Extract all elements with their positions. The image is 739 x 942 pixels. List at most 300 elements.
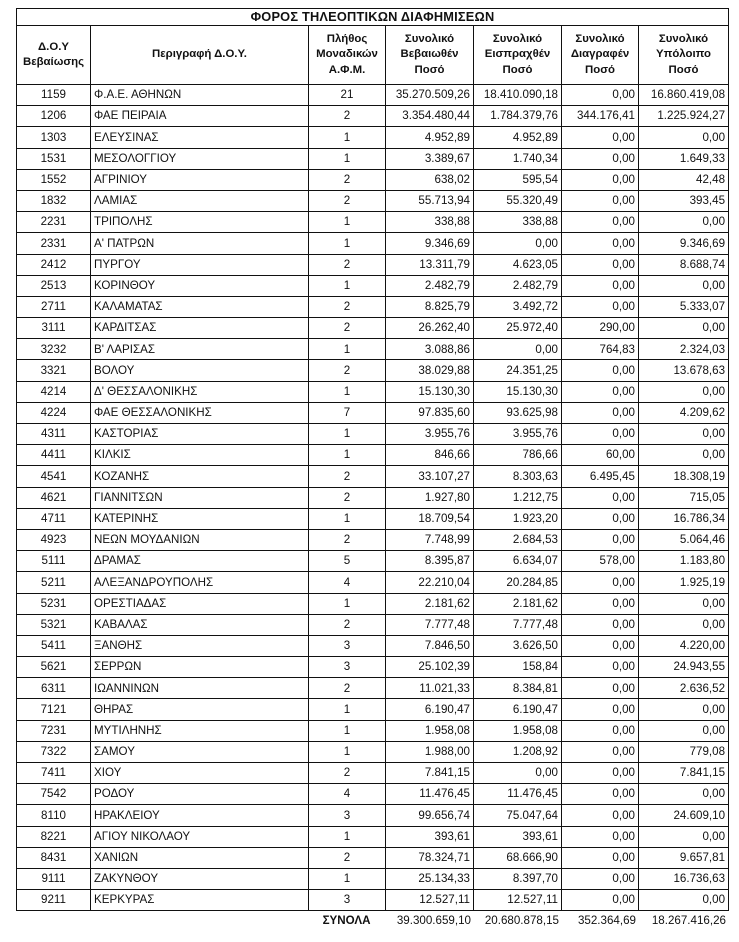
cell-code: 2331 xyxy=(17,233,91,254)
cell-written-off: 0,00 xyxy=(562,529,639,550)
cell-name: ΚΑΡΔΙΤΣΑΣ xyxy=(91,318,309,339)
cell-code: 3321 xyxy=(17,360,91,381)
table-row xyxy=(17,890,729,911)
cell-code: 7411 xyxy=(17,763,91,784)
cell-outstanding: 0,00 xyxy=(639,445,729,466)
cell-count: 2 xyxy=(309,763,386,784)
table-row xyxy=(17,424,729,445)
cell-code: 9111 xyxy=(17,868,91,889)
cell-written-off: 0,00 xyxy=(562,614,639,635)
cell-code: 8110 xyxy=(17,805,91,826)
total-assessed: 39.300.659,10 xyxy=(396,913,471,927)
table-row xyxy=(17,190,729,211)
cell-count: 1 xyxy=(309,381,386,402)
cell-outstanding: 0,00 xyxy=(639,593,729,614)
cell-code: 4711 xyxy=(17,508,91,529)
cell-outstanding: 0,00 xyxy=(639,614,729,635)
cell-written-off: 578,00 xyxy=(562,551,639,572)
cell-assessed: 9.346,69 xyxy=(386,233,474,254)
cell-code: 8221 xyxy=(17,826,91,847)
cell-outstanding: 715,05 xyxy=(639,487,729,508)
cell-name: Α' ΠΑΤΡΩΝ xyxy=(91,233,309,254)
cell-name: ΛΑΜΙΑΣ xyxy=(91,190,309,211)
cell-name: ΖΑΚΥΝΘΟΥ xyxy=(91,868,309,889)
cell-collected: 158,84 xyxy=(474,657,562,678)
cell-written-off: 0,00 xyxy=(562,890,639,911)
cell-written-off: 0,00 xyxy=(562,826,639,847)
cell-name: ΣΕΡΡΩΝ xyxy=(91,657,309,678)
cell-collected: 1.740,34 xyxy=(474,148,562,169)
cell-name: ΚΙΛΚΙΣ xyxy=(91,445,309,466)
cell-assessed: 2.482,79 xyxy=(386,275,474,296)
cell-count: 1 xyxy=(309,127,386,148)
cell-code: 4621 xyxy=(17,487,91,508)
cell-written-off: 60,00 xyxy=(562,445,639,466)
cell-collected: 6.190,47 xyxy=(474,699,562,720)
cell-name: ΠΥΡΓΟΥ xyxy=(91,254,309,275)
table-row xyxy=(17,127,729,148)
cell-name: ΑΓΙΟΥ ΝΙΚΟΛΑΟΥ xyxy=(91,826,309,847)
cell-outstanding: 1.925,19 xyxy=(639,572,729,593)
cell-collected: 3.626,50 xyxy=(474,635,562,656)
cell-name: ΑΓΡΙΝΙΟΥ xyxy=(91,169,309,190)
cell-outstanding: 0,00 xyxy=(639,424,729,445)
header-written-off: Συνολικό Διαγραφέν Ποσό xyxy=(562,26,639,85)
cell-name: Β' ΛΑΡΙΣΑΣ xyxy=(91,339,309,360)
cell-outstanding: 16.786,34 xyxy=(639,508,729,529)
cell-outstanding: 0,00 xyxy=(639,784,729,805)
cell-outstanding: 0,00 xyxy=(639,890,729,911)
table-row xyxy=(17,529,729,550)
cell-name: ΚΑΒΑΛΑΣ xyxy=(91,614,309,635)
cell-outstanding: 0,00 xyxy=(639,318,729,339)
cell-assessed: 3.088,86 xyxy=(386,339,474,360)
cell-name: ΞΑΝΘΗΣ xyxy=(91,635,309,656)
cell-code: 1206 xyxy=(17,106,91,127)
table-row xyxy=(17,551,729,572)
cell-name: ΚΑΛΑΜΑΤΑΣ xyxy=(91,296,309,317)
cell-assessed: 7.748,99 xyxy=(386,529,474,550)
table-row xyxy=(17,635,729,656)
cell-written-off: 0,00 xyxy=(562,233,639,254)
cell-collected: 1.784.379,76 xyxy=(474,106,562,127)
cell-outstanding: 16.860.419,08 xyxy=(639,85,729,106)
cell-code: 3111 xyxy=(17,318,91,339)
table-row xyxy=(17,572,729,593)
cell-collected: 18.410.090,18 xyxy=(474,85,562,106)
cell-code: 7322 xyxy=(17,741,91,762)
cell-code: 7231 xyxy=(17,720,91,741)
table-row xyxy=(17,868,729,889)
cell-assessed: 1.988,00 xyxy=(386,741,474,762)
table-row xyxy=(17,487,729,508)
cell-collected: 1.958,08 xyxy=(474,720,562,741)
table-row xyxy=(17,402,729,423)
cell-code: 1552 xyxy=(17,169,91,190)
table-row xyxy=(17,275,729,296)
cell-written-off: 0,00 xyxy=(562,678,639,699)
cell-count: 1 xyxy=(309,720,386,741)
cell-collected: 93.625,98 xyxy=(474,402,562,423)
cell-name: ΓΙΑΝΝΙΤΣΩΝ xyxy=(91,487,309,508)
cell-assessed: 33.107,27 xyxy=(386,466,474,487)
cell-written-off: 0,00 xyxy=(562,763,639,784)
table-row xyxy=(17,508,729,529)
cell-name: ΔΡΑΜΑΣ xyxy=(91,551,309,572)
cell-written-off: 0,00 xyxy=(562,741,639,762)
cell-collected: 20.284,85 xyxy=(474,572,562,593)
cell-code: 4311 xyxy=(17,424,91,445)
cell-code: 2711 xyxy=(17,296,91,317)
cell-name: ΤΡΙΠΟΛΗΣ xyxy=(91,212,309,233)
cell-name: ΦΑΕ ΘΕΣΣΑΛΟΝΙΚΗΣ xyxy=(91,402,309,423)
cell-name: ΧΙΟΥ xyxy=(91,763,309,784)
cell-name: ΚΕΡΚΥΡΑΣ xyxy=(91,890,309,911)
table-row xyxy=(17,212,729,233)
cell-outstanding: 393,45 xyxy=(639,190,729,211)
cell-written-off: 0,00 xyxy=(562,635,639,656)
cell-written-off: 0,00 xyxy=(562,572,639,593)
cell-collected: 8.384,81 xyxy=(474,678,562,699)
tax-table xyxy=(16,8,729,911)
cell-written-off: 0,00 xyxy=(562,699,639,720)
cell-count: 21 xyxy=(309,85,386,106)
cell-count: 4 xyxy=(309,572,386,593)
cell-code: 7121 xyxy=(17,699,91,720)
cell-assessed: 846,66 xyxy=(386,445,474,466)
cell-count: 2 xyxy=(309,254,386,275)
table-row xyxy=(17,614,729,635)
cell-written-off: 0,00 xyxy=(562,487,639,508)
cell-outstanding: 1.183,80 xyxy=(639,551,729,572)
cell-code: 1303 xyxy=(17,127,91,148)
cell-code: 5231 xyxy=(17,593,91,614)
cell-assessed: 6.190,47 xyxy=(386,699,474,720)
cell-collected: 0,00 xyxy=(474,339,562,360)
cell-assessed: 97.835,60 xyxy=(386,402,474,423)
cell-outstanding: 1.649,33 xyxy=(639,148,729,169)
cell-collected: 1.923,20 xyxy=(474,508,562,529)
cell-written-off: 344.176,41 xyxy=(562,106,639,127)
cell-outstanding: 9.657,81 xyxy=(639,847,729,868)
total-outstanding: 18.267.416,26 xyxy=(651,913,726,927)
cell-outstanding: 779,08 xyxy=(639,741,729,762)
cell-code: 4541 xyxy=(17,466,91,487)
cell-count: 7 xyxy=(309,402,386,423)
table-row xyxy=(17,296,729,317)
cell-collected: 68.666,90 xyxy=(474,847,562,868)
cell-count: 1 xyxy=(309,741,386,762)
cell-count: 1 xyxy=(309,445,386,466)
cell-outstanding: 24.943,55 xyxy=(639,657,729,678)
cell-outstanding: 2.324,03 xyxy=(639,339,729,360)
header-code: Δ.Ο.Υ Βεβαίωσης xyxy=(17,26,91,85)
cell-assessed: 3.354.480,44 xyxy=(386,106,474,127)
cell-written-off: 0,00 xyxy=(562,148,639,169)
header-collected: Συνολικό Εισπραχθέν Ποσό xyxy=(474,26,562,85)
cell-code: 2513 xyxy=(17,275,91,296)
cell-name: ΦΑΕ ΠΕΙΡΑΙΑ xyxy=(91,106,309,127)
cell-assessed: 18.709,54 xyxy=(386,508,474,529)
cell-count: 1 xyxy=(309,699,386,720)
cell-name: ΙΩΑΝΝΙΝΩΝ xyxy=(91,678,309,699)
totals-label: ΣΥΝΟΛΑ xyxy=(322,913,371,927)
cell-assessed: 26.262,40 xyxy=(386,318,474,339)
table-row xyxy=(17,784,729,805)
cell-assessed: 393,61 xyxy=(386,826,474,847)
cell-count: 1 xyxy=(309,868,386,889)
cell-assessed: 1.927,80 xyxy=(386,487,474,508)
cell-assessed: 4.952,89 xyxy=(386,127,474,148)
cell-outstanding: 4.220,00 xyxy=(639,635,729,656)
cell-count: 5 xyxy=(309,551,386,572)
cell-outstanding: 1.225.924,27 xyxy=(639,106,729,127)
cell-count: 2 xyxy=(309,847,386,868)
cell-written-off: 6.495,45 xyxy=(562,466,639,487)
table-row xyxy=(17,699,729,720)
cell-collected: 55.320,49 xyxy=(474,190,562,211)
cell-assessed: 338,88 xyxy=(386,212,474,233)
cell-collected: 2.482,79 xyxy=(474,275,562,296)
cell-assessed: 22.210,04 xyxy=(386,572,474,593)
cell-name: Δ' ΘΕΣΣΑΛΟΝΙΚΗΣ xyxy=(91,381,309,402)
cell-written-off: 0,00 xyxy=(562,868,639,889)
cell-assessed: 1.958,08 xyxy=(386,720,474,741)
header-outstanding: Συνολικό Υπόλοιπο Ποσό xyxy=(639,26,729,85)
cell-assessed: 25.102,39 xyxy=(386,657,474,678)
cell-written-off: 0,00 xyxy=(562,805,639,826)
cell-collected: 11.476,45 xyxy=(474,784,562,805)
cell-count: 2 xyxy=(309,529,386,550)
table-row xyxy=(17,169,729,190)
cell-count: 2 xyxy=(309,487,386,508)
cell-code: 1531 xyxy=(17,148,91,169)
cell-assessed: 8.825,79 xyxy=(386,296,474,317)
cell-name: ΣΑΜΟΥ xyxy=(91,741,309,762)
cell-code: 4214 xyxy=(17,381,91,402)
cell-collected: 3.955,76 xyxy=(474,424,562,445)
cell-count: 1 xyxy=(309,275,386,296)
cell-assessed: 11.476,45 xyxy=(386,784,474,805)
cell-written-off: 0,00 xyxy=(562,169,639,190)
cell-code: 2412 xyxy=(17,254,91,275)
cell-count: 1 xyxy=(309,212,386,233)
cell-count: 3 xyxy=(309,890,386,911)
cell-name: ΘΗΡΑΣ xyxy=(91,699,309,720)
cell-assessed: 7.841,15 xyxy=(386,763,474,784)
cell-assessed: 3.955,76 xyxy=(386,424,474,445)
cell-name: ΚΑΣΤΟΡΙΑΣ xyxy=(91,424,309,445)
cell-written-off: 0,00 xyxy=(562,402,639,423)
cell-code: 5621 xyxy=(17,657,91,678)
table-title: ΦΟΡΟΣ ΤΗΛΕΟΠΤΙΚΩΝ ΔΙΑΦΗΜΙΣΕΩΝ xyxy=(17,9,729,26)
cell-collected: 2.181,62 xyxy=(474,593,562,614)
cell-count: 1 xyxy=(309,508,386,529)
cell-written-off: 0,00 xyxy=(562,381,639,402)
cell-collected: 15.130,30 xyxy=(474,381,562,402)
cell-assessed: 55.713,94 xyxy=(386,190,474,211)
table-row xyxy=(17,318,729,339)
table-row xyxy=(17,106,729,127)
cell-outstanding: 8.688,74 xyxy=(639,254,729,275)
cell-outstanding: 42,48 xyxy=(639,169,729,190)
cell-written-off: 0,00 xyxy=(562,212,639,233)
table-row xyxy=(17,593,729,614)
cell-written-off: 0,00 xyxy=(562,360,639,381)
cell-outstanding: 9.346,69 xyxy=(639,233,729,254)
cell-name: Φ.Α.Ε. ΑΘΗΝΩΝ xyxy=(91,85,309,106)
cell-count: 2 xyxy=(309,169,386,190)
table-row xyxy=(17,254,729,275)
document-page xyxy=(16,8,728,929)
table-row xyxy=(17,847,729,868)
cell-outstanding: 0,00 xyxy=(639,212,729,233)
cell-outstanding: 18.308,19 xyxy=(639,466,729,487)
cell-collected: 6.634,07 xyxy=(474,551,562,572)
totals-row xyxy=(16,911,728,929)
cell-written-off: 0,00 xyxy=(562,424,639,445)
cell-code: 7542 xyxy=(17,784,91,805)
table-row xyxy=(17,657,729,678)
cell-code: 4923 xyxy=(17,529,91,550)
cell-outstanding: 0,00 xyxy=(639,826,729,847)
cell-count: 3 xyxy=(309,657,386,678)
table-row xyxy=(17,233,729,254)
cell-collected: 4.623,05 xyxy=(474,254,562,275)
cell-assessed: 25.134,33 xyxy=(386,868,474,889)
cell-collected: 3.492,72 xyxy=(474,296,562,317)
cell-collected: 1.212,75 xyxy=(474,487,562,508)
header-name: Περιγραφή Δ.Ο.Υ. xyxy=(91,26,309,85)
cell-count: 1 xyxy=(309,424,386,445)
total-collected: 20.680.878,15 xyxy=(484,913,559,927)
cell-written-off: 0,00 xyxy=(562,85,639,106)
cell-code: 5321 xyxy=(17,614,91,635)
cell-collected: 338,88 xyxy=(474,212,562,233)
cell-count: 2 xyxy=(309,296,386,317)
cell-name: ΗΡΑΚΛΕΙΟΥ xyxy=(91,805,309,826)
cell-collected: 0,00 xyxy=(474,233,562,254)
cell-count: 2 xyxy=(309,614,386,635)
table-row xyxy=(17,360,729,381)
cell-name: ΝΕΩΝ ΜΟΥΔΑΝΙΩΝ xyxy=(91,529,309,550)
cell-assessed: 8.395,87 xyxy=(386,551,474,572)
cell-collected: 24.351,25 xyxy=(474,360,562,381)
cell-outstanding: 0,00 xyxy=(639,699,729,720)
cell-code: 5111 xyxy=(17,551,91,572)
cell-written-off: 764,83 xyxy=(562,339,639,360)
cell-count: 3 xyxy=(309,805,386,826)
cell-name: ΚΟΡΙΝΘΟΥ xyxy=(91,275,309,296)
cell-collected: 12.527,11 xyxy=(474,890,562,911)
cell-assessed: 7.846,50 xyxy=(386,635,474,656)
table-row xyxy=(17,339,729,360)
table-body xyxy=(17,85,729,911)
cell-written-off: 0,00 xyxy=(562,127,639,148)
cell-count: 4 xyxy=(309,784,386,805)
cell-outstanding: 7.841,15 xyxy=(639,763,729,784)
cell-outstanding: 2.636,52 xyxy=(639,678,729,699)
table-row xyxy=(17,826,729,847)
cell-count: 2 xyxy=(309,360,386,381)
cell-collected: 7.777,48 xyxy=(474,614,562,635)
table-row xyxy=(17,805,729,826)
cell-outstanding: 13.678,63 xyxy=(639,360,729,381)
cell-collected: 8.397,70 xyxy=(474,868,562,889)
table-row xyxy=(17,466,729,487)
cell-assessed: 99.656,74 xyxy=(386,805,474,826)
cell-outstanding: 5.064,46 xyxy=(639,529,729,550)
header-count: Πλήθος Μοναδικών Α.Φ.Μ. xyxy=(309,26,386,85)
cell-written-off: 0,00 xyxy=(562,847,639,868)
cell-name: ΜΕΣΟΛΟΓΓΙΟΥ xyxy=(91,148,309,169)
cell-outstanding: 24.609,10 xyxy=(639,805,729,826)
cell-count: 1 xyxy=(309,593,386,614)
cell-collected: 4.952,89 xyxy=(474,127,562,148)
cell-code: 8431 xyxy=(17,847,91,868)
cell-assessed: 11.021,33 xyxy=(386,678,474,699)
cell-count: 2 xyxy=(309,678,386,699)
cell-code: 5211 xyxy=(17,572,91,593)
cell-collected: 786,66 xyxy=(474,445,562,466)
column-headers xyxy=(17,26,729,85)
cell-outstanding: 5.333,07 xyxy=(639,296,729,317)
cell-code: 4411 xyxy=(17,445,91,466)
cell-outstanding: 4.209,62 xyxy=(639,402,729,423)
table-row xyxy=(17,678,729,699)
cell-collected: 2.684,53 xyxy=(474,529,562,550)
cell-name: ΟΡΕΣΤΙΑΔΑΣ xyxy=(91,593,309,614)
cell-written-off: 0,00 xyxy=(562,254,639,275)
cell-collected: 25.972,40 xyxy=(474,318,562,339)
cell-written-off: 0,00 xyxy=(562,275,639,296)
cell-code: 2231 xyxy=(17,212,91,233)
cell-written-off: 0,00 xyxy=(562,296,639,317)
cell-assessed: 12.527,11 xyxy=(386,890,474,911)
cell-written-off: 0,00 xyxy=(562,720,639,741)
table-row xyxy=(17,445,729,466)
cell-count: 2 xyxy=(309,318,386,339)
cell-count: 3 xyxy=(309,635,386,656)
cell-code: 3232 xyxy=(17,339,91,360)
header-assessed: Συνολικό Βεβαιωθέν Ποσό xyxy=(386,26,474,85)
cell-collected: 8.303,63 xyxy=(474,466,562,487)
cell-count: 1 xyxy=(309,826,386,847)
cell-code: 5411 xyxy=(17,635,91,656)
cell-collected: 595,54 xyxy=(474,169,562,190)
cell-written-off: 0,00 xyxy=(562,784,639,805)
cell-code: 9211 xyxy=(17,890,91,911)
cell-name: ΡΟΔΟΥ xyxy=(91,784,309,805)
cell-count: 1 xyxy=(309,148,386,169)
table-row xyxy=(17,148,729,169)
cell-written-off: 0,00 xyxy=(562,593,639,614)
cell-collected: 1.208,92 xyxy=(474,741,562,762)
cell-outstanding: 0,00 xyxy=(639,127,729,148)
cell-collected: 393,61 xyxy=(474,826,562,847)
cell-assessed: 7.777,48 xyxy=(386,614,474,635)
cell-name: ΚΟΖΑΝΗΣ xyxy=(91,466,309,487)
cell-code: 4224 xyxy=(17,402,91,423)
cell-assessed: 35.270.509,26 xyxy=(386,85,474,106)
cell-name: ΧΑΝΙΩΝ xyxy=(91,847,309,868)
cell-outstanding: 0,00 xyxy=(639,381,729,402)
cell-assessed: 38.029,88 xyxy=(386,360,474,381)
cell-count: 2 xyxy=(309,466,386,487)
cell-name: ΕΛΕΥΣΙΝΑΣ xyxy=(91,127,309,148)
cell-assessed: 15.130,30 xyxy=(386,381,474,402)
cell-assessed: 78.324,71 xyxy=(386,847,474,868)
